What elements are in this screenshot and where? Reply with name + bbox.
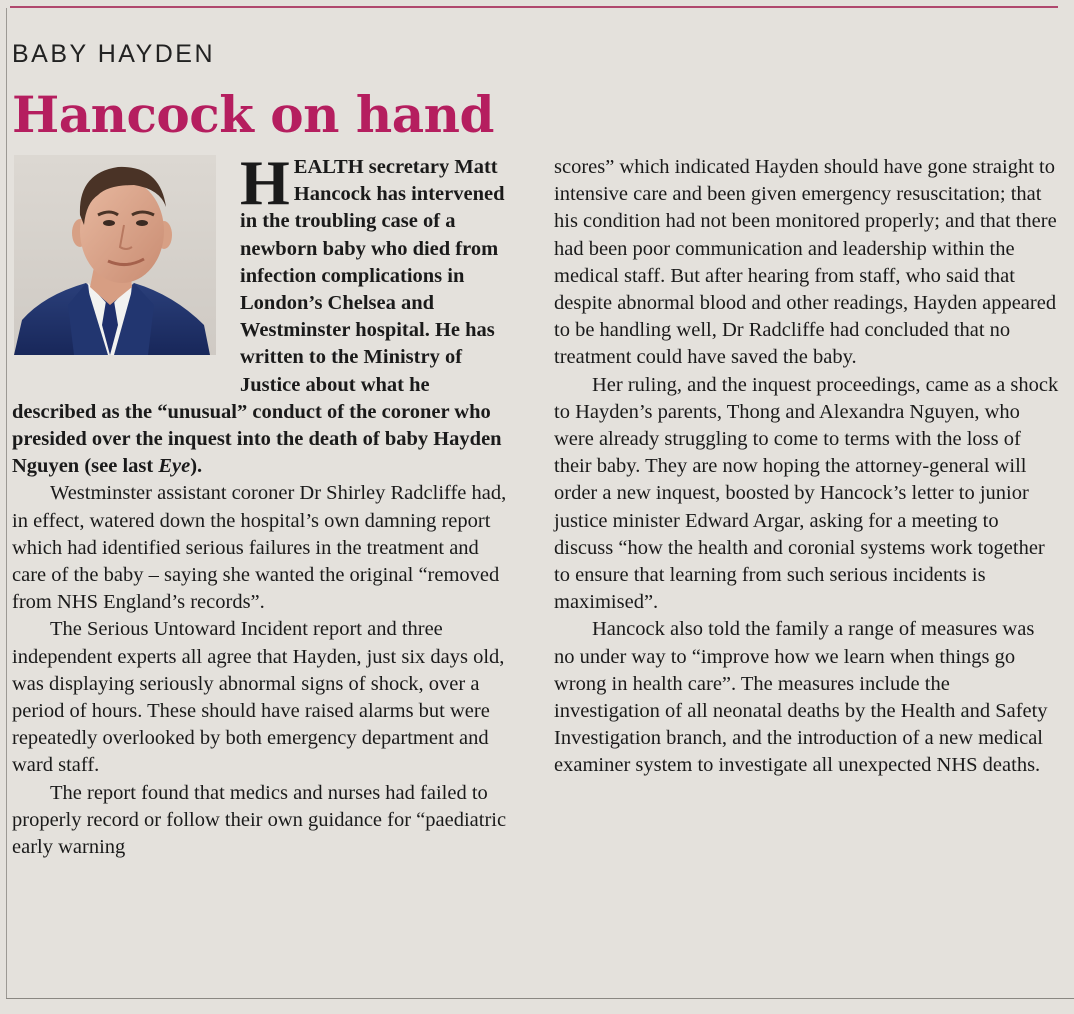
photo-wrap-spacer — [12, 154, 240, 374]
paragraph-4-continued: scores” which indicated Hayden should have gone straight to intensive care and been given emergency resuscitation; that his condition had not been monitored properly; and that there had been poor communication and leadership within the medical staff. But after hearing from staff, who said that despite abnormal blood and other readings, Hayden appeared to be handling well, Dr Radcliffe had concluded that no treatment could have saved the baby. — [554, 156, 1057, 369]
lead-italic: Eye — [158, 455, 191, 478]
bottom-rule — [6, 998, 1074, 999]
headline: Hancock on hand — [12, 85, 494, 144]
column-left — [12, 147, 516, 861]
paragraph-3: The Serious Untoward Incident report and three independent experts all agree that Hayden, just six days old, was displaying seriously abnormal signs of shock, over a period of hours. These should have raised alarms but were repeatedly overlooked by both emergency department and ward staff. — [12, 618, 505, 777]
paragraph-5: Her ruling, and the inquest proceedings, came as a shock to Hayden’s parents, Thong and Alexandra Nguyen, who were already struggling to come to terms with the loss of their baby. They are now hoping the attorney-general will order a new inquest, boosted by Hancock’s letter to junior justice minister Edward Argar, asking for a meeting to discuss “how the health and coronial systems work together to ensure that learning from such serious incidents is maximised”. — [554, 373, 1059, 614]
top-rule — [10, 6, 1058, 8]
drop-cap: H — [240, 147, 290, 218]
paragraph-6: Hancock also told the family a range of measures was no under way to “improve how we learn when things go wrong in health care”. The measures include the investigation of all neonatal deaths by the Health and Safety Investigation branch, and the introduction of a new medical examiner system to investigate all unexpected NHS deaths. — [554, 618, 1048, 777]
left-frame-line — [6, 8, 7, 998]
lead-text: EALTH secretary Matt Hancock has intervened in the troubling case of a newborn baby who died from infection complications in London’s Chelsea and Westminster hospital. He has written to the Ministry of Justice about what he described as the “unusual” conduct of the coroner who presided over the inquest into the death of baby Hayden Nguyen (see last — [12, 156, 505, 478]
lead-close: ). — [190, 455, 203, 478]
paragraph-2: Westminster assistant coroner Dr Shirley Radcliffe had, in effect, watered down the hospital’s own damning report which had identified serious failures in the treatment and care of the baby – saying she wanted the original “removed from NHS England’s records”. — [12, 482, 507, 614]
column-right — [554, 154, 1059, 780]
section-kicker: BABY HAYDEN — [12, 40, 216, 68]
paragraph-4: The report found that medics and nurses had failed to properly record or follow their own guidance for “paediatric early warning — [12, 781, 507, 859]
